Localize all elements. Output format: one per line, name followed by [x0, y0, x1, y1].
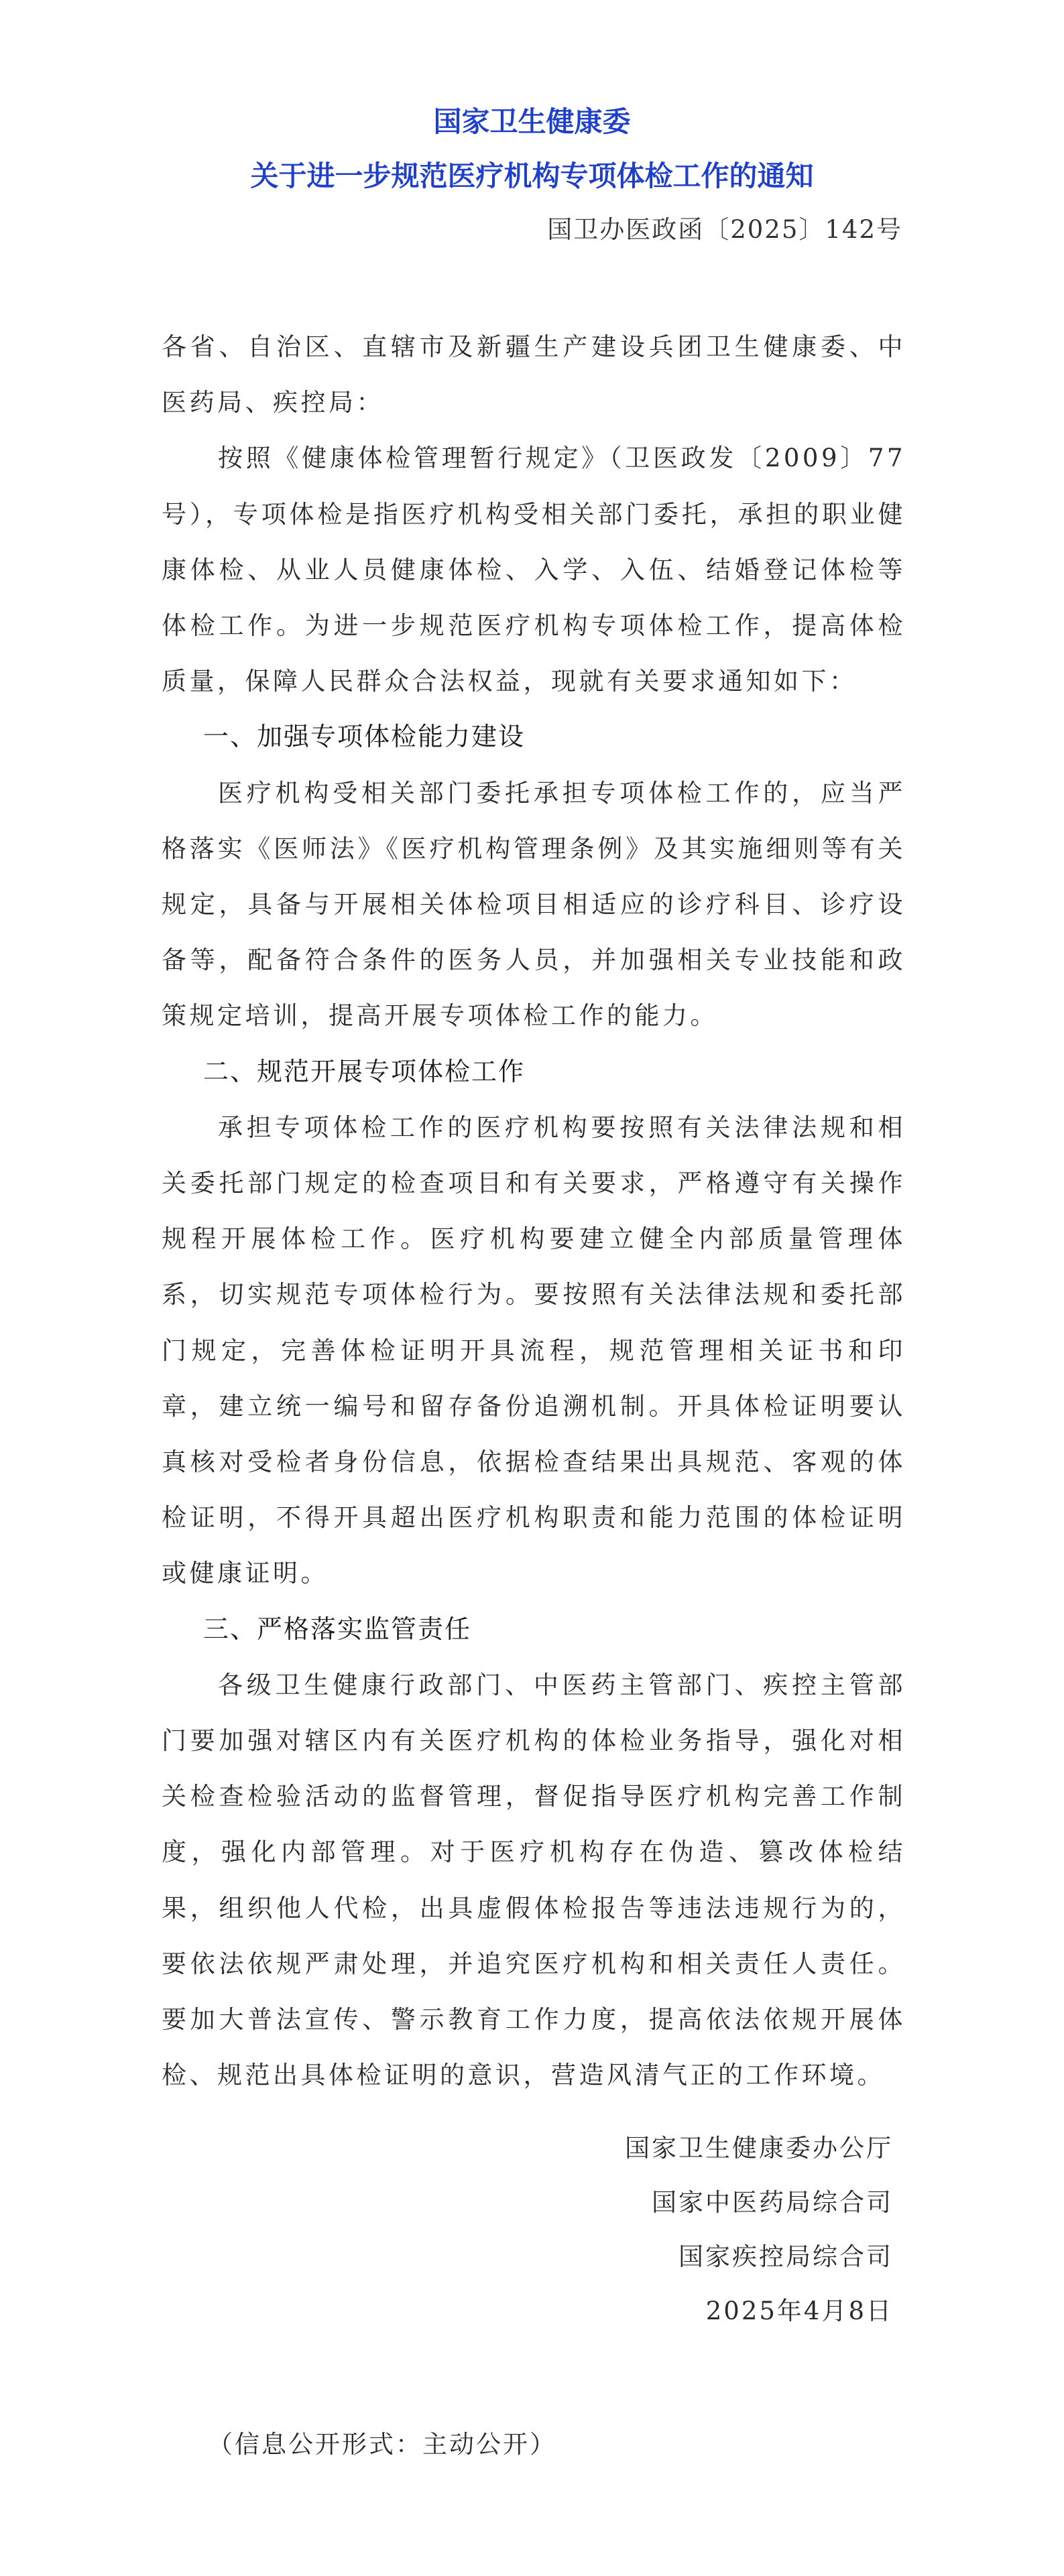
document-title-issuer: 国家卫生健康委	[433, 105, 631, 138]
document-body	[162, 319, 906, 2104]
disclosure-note: （信息公开形式：主动公开）	[208, 2430, 556, 2459]
issue-date: 2025年4月8日	[705, 2297, 893, 2325]
document-title-subject: 关于进一步规范医疗机构专项体检工作的通知	[250, 159, 814, 192]
section-paragraph: 承担专项体检工作的医疗机构要按照有关法律法规和相关委托部门规定的检查项目和有关要求，严格遵守有关操作规程开展体检工作。医疗机构要建立健全内部质量管理体系，切实规范专项体检行为。要按照有关法律法规和委托部门规定，完善体检证明开具流程，规范管理相关证书和印章，建立统一编号和留存备份追溯机制。开具体检证明要认真核对受检者身份信息，依据检查结果出具规范、客观的体检证明，不得开具超出医疗机构职责和能力范围的体检证明或健康证明。	[162, 1112, 906, 1588]
issuer-office: 国家卫生健康委办公厅	[625, 2134, 893, 2163]
section-heading: 二、规范开展专项体检工作	[203, 1056, 526, 1086]
issuer-office: 国家疾控局综合司	[678, 2242, 893, 2271]
issuer-office: 国家中医药局综合司	[652, 2188, 893, 2217]
signature-block	[625, 2121, 893, 2338]
section-heading: 一、加强专项体检能力建设	[203, 722, 526, 752]
document-number: 国卫办医政函〔2025〕142号	[547, 215, 902, 244]
section-heading: 三、严格落实监管责任	[203, 1614, 472, 1644]
addressee-paragraph: 各省、自治区、直辖市及新疆生产建设兵团卫生健康委、中医药局、疾控局：	[162, 332, 906, 417]
section-paragraph: 医疗机构受相关部门委托承担专项体检工作的，应当严格落实《医师法》《医疗机构管理条例》及其实施细则等有关规定，具备与开展相关体检项目相适应的诊疗科目、诊疗设备等，配备符合条件的医务人员，并加强相关专业技能和政策规定培训，提高开展专项体检工作的能力。	[162, 778, 906, 1031]
section-paragraph: 各级卫生健康行政部门、中医药主管部门、疾控主管部门要加强对辖区内有关医疗机构的体检业务指导，强化对相关检查检验活动的监督管理，督促指导医疗机构完善工作制度，强化内部管理。对于医疗机构存在伪造、篡改体检结果，组织他人代检，出具虚假体检报告等违法违规行为的，要依法依规严肃处理，并追究医疗机构和相关责任人责任。要加大普法宣传、警示教育工作力度，提高依法依规开展体检、规范出具体检证明的意识，营造风清气正的工作环境。	[162, 1670, 906, 2090]
intro-paragraph: 按照《健康体检管理暂行规定》（卫医政发〔2009〕77号），专项体检是指医疗机构受相关部门委托，承担的职业健康体检、从业人员健康体检、入学、入伍、结婚登记体检等体检工作。为进一步规范医疗机构专项体检工作，提高体检质量，保障人民群众合法权益，现就有关要求通知如下：	[162, 444, 906, 696]
